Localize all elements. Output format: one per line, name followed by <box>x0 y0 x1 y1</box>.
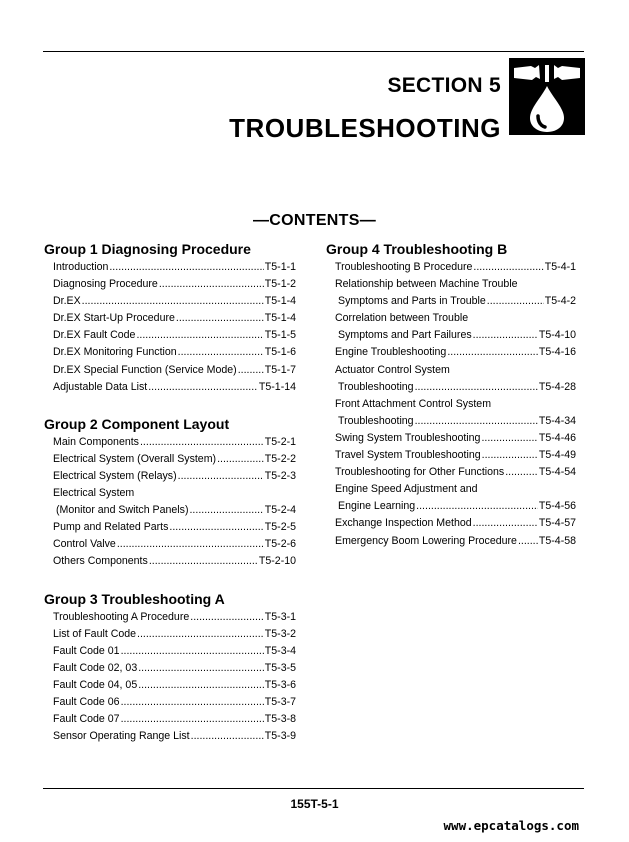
toc-entry-page: T5-1-4 <box>264 312 296 325</box>
dot-leader <box>178 468 264 485</box>
toc-entry[interactable] <box>335 413 576 430</box>
toc-group-4 <box>326 239 576 550</box>
toc-entry-label: Adjustable Data List <box>53 380 148 393</box>
dot-leader <box>138 660 264 677</box>
dot-leader <box>473 259 543 276</box>
toc-entry-label: Dr.EX Fault Code <box>53 329 136 342</box>
dot-leader <box>238 362 264 379</box>
toc-entry[interactable] <box>53 344 296 361</box>
toc-entry-label: Engine Learning <box>338 500 416 513</box>
toc-group-2 <box>44 414 296 571</box>
toc-entry[interactable] <box>335 464 576 481</box>
toc-entry-page: T5-3-2 <box>264 627 296 640</box>
dot-leader <box>169 519 263 536</box>
toc-entry[interactable] <box>53 694 296 711</box>
toc-entry-page: T5-4-34 <box>538 414 576 427</box>
dot-leader <box>121 711 264 728</box>
toc-entry-page: T5-1-14 <box>258 380 296 393</box>
toc-entry-page: T5-4-28 <box>538 380 576 393</box>
dot-leader <box>190 609 264 626</box>
toc-entry-label: Electrical System (Relays) <box>53 469 177 482</box>
toc-entry-label: Engine Troubleshooting <box>335 346 447 359</box>
toc-entry-page: T5-4-58 <box>538 534 576 547</box>
dot-leader <box>473 515 538 532</box>
group-title: Group 2 Component Layout <box>44 415 230 432</box>
toc-entry-first-line[interactable]: Electrical System <box>53 487 135 500</box>
toc-entry[interactable] <box>335 447 576 464</box>
toc-entry[interactable] <box>53 451 296 468</box>
dot-leader <box>82 293 264 310</box>
dot-leader <box>189 502 263 519</box>
toc-entry-page: T5-3-4 <box>264 644 296 657</box>
dot-leader <box>473 327 538 344</box>
toc-entry[interactable] <box>53 327 296 344</box>
toc-entry-label: Fault Code 06 <box>53 695 120 708</box>
toc-entry-label: Symptoms and Parts in Trouble <box>338 295 486 308</box>
toc-entry-page: T5-1-4 <box>264 295 296 308</box>
toc-entry[interactable] <box>335 515 576 532</box>
toc-entry[interactable] <box>53 519 296 536</box>
dot-leader <box>518 533 538 550</box>
toc-entry[interactable] <box>53 553 296 570</box>
toc-entry-label: Control Valve <box>53 538 116 551</box>
dot-leader <box>447 344 538 361</box>
toc-entry-page: T5-1-6 <box>264 346 296 359</box>
toc-entry-page: T5-4-16 <box>538 346 576 359</box>
dot-leader <box>191 728 264 745</box>
toc-entry-page: T5-1-7 <box>264 363 296 376</box>
toc-entry-page: T5-1-1 <box>264 261 296 273</box>
toc-entry[interactable] <box>53 434 296 451</box>
toc-entry-label: Dr.EX <box>53 295 81 308</box>
toc-entry-label: Introduction <box>53 261 109 273</box>
toc-entry-first-line[interactable]: Correlation between Trouble <box>335 312 469 325</box>
toc-entry-label: (Monitor and Switch Panels) <box>56 504 189 517</box>
toc-entry-label: Electrical System (Overall System) <box>53 452 217 465</box>
dot-leader <box>416 498 538 515</box>
toc-entry-label: Main Components <box>53 435 139 448</box>
toc-entry-page: T5-4-49 <box>538 449 576 462</box>
toc-entry-label: Fault Code 01 <box>53 644 120 657</box>
toc-entry-label: Exchange Inspection Method <box>335 517 472 530</box>
toc-left-column <box>44 239 296 763</box>
toc-entry-label: Dr.EX Monitoring Function <box>53 346 177 359</box>
toc-entry[interactable] <box>53 259 296 276</box>
toc-entry-page: T5-3-9 <box>264 730 296 743</box>
toc-entry[interactable] <box>53 310 296 327</box>
dot-leader <box>149 553 258 570</box>
dot-leader <box>137 626 264 643</box>
section-title: TROUBLESHOOTING <box>229 113 501 143</box>
toc-entry-page: T5-4-56 <box>538 500 576 513</box>
toc-entry-label: Dr.EX Start-Up Procedure <box>53 312 175 325</box>
toc-entry-label: Symptoms and Part Failures <box>338 329 472 342</box>
toc-entry[interactable] <box>53 677 296 694</box>
toc-entry[interactable] <box>335 533 576 550</box>
toc-entry-page: T5-2-10 <box>258 555 296 568</box>
toc-entry-page: T5-4-46 <box>538 431 576 444</box>
toc-entry-page: T5-1-5 <box>264 329 296 342</box>
dot-leader <box>138 677 264 694</box>
toc-entry[interactable] <box>335 259 576 276</box>
toc-entry-page: T5-4-2 <box>544 295 576 308</box>
dot-leader <box>140 434 264 451</box>
contents-heading: —CONTENTS— <box>253 212 376 229</box>
toc-entry-first-line[interactable]: Front Attachment Control System <box>335 397 492 410</box>
toc-entry-label: Dr.EX Special Function (Service Mode) <box>53 363 237 376</box>
toc-right-column <box>326 239 576 568</box>
toc-entry[interactable] <box>335 327 576 344</box>
dot-leader <box>487 293 544 310</box>
dot-leader <box>136 327 263 344</box>
dot-leader <box>217 451 264 468</box>
toc-entry-page: T5-3-8 <box>264 713 296 726</box>
toc-entry-page: T5-2-6 <box>264 538 296 551</box>
toc-entry-first-line[interactable]: Engine Speed Adjustment and <box>335 483 478 496</box>
toc-entry[interactable] <box>335 344 576 361</box>
toc-entry-label: Pump and Related Parts <box>53 521 169 534</box>
toc-entry-label: Fault Code 02, 03 <box>53 661 138 674</box>
toc-entry-page: T5-3-7 <box>264 695 296 708</box>
toc-entry[interactable] <box>53 379 296 396</box>
toc-entry-page: T5-4-57 <box>538 517 576 530</box>
toc-entry-page: T5-4-1 <box>544 261 576 273</box>
dot-leader <box>117 536 264 553</box>
toc-entry[interactable] <box>53 362 296 379</box>
toc-entry-label: List of Fault Code <box>53 627 137 640</box>
oil-drop-leak-icon <box>509 58 585 135</box>
toc-entry[interactable] <box>53 711 296 728</box>
toc-entry[interactable] <box>53 728 296 745</box>
toc-entry[interactable] <box>335 379 576 396</box>
dot-leader <box>121 643 264 660</box>
toc-entry-label: Diagnosing Procedure <box>53 278 158 291</box>
dot-leader <box>505 464 538 481</box>
toc-entry[interactable] <box>53 626 296 643</box>
toc-entry-label: Fault Code 04, 05 <box>53 678 138 691</box>
toc-entry-label: Troubleshooting for Other Functions <box>335 466 505 479</box>
toc-entry[interactable] <box>53 643 296 660</box>
toc-entry-page: T5-3-5 <box>264 661 296 674</box>
dot-leader <box>178 344 264 361</box>
toc-entry-page: T5-3-6 <box>264 678 296 691</box>
toc-entry[interactable] <box>335 430 576 447</box>
toc-entry-label: Troubleshooting B Procedure <box>335 261 473 273</box>
toc-entry-page: T5-4-10 <box>538 329 576 342</box>
dot-leader <box>481 430 537 447</box>
toc-entry-label: Fault Code 07 <box>53 713 120 726</box>
dot-leader <box>415 413 538 430</box>
dot-leader <box>482 447 538 464</box>
dot-leader <box>176 310 264 327</box>
toc-entry-label: Emergency Boom Lowering Procedure <box>335 534 517 547</box>
toc-entry-label: Troubleshooting <box>338 380 414 393</box>
toc-entry-label: Sensor Operating Range List <box>53 730 190 743</box>
dot-leader <box>109 259 263 276</box>
toc-entry[interactable] <box>53 609 296 626</box>
toc-entry-first-line[interactable]: Actuator Control System <box>335 363 450 376</box>
dot-leader <box>148 379 258 396</box>
bottom-rule <box>43 788 584 789</box>
toc-entry-page: T5-1-2 <box>264 278 296 291</box>
toc-entry[interactable] <box>53 468 296 485</box>
group-title: Group 4 Troubleshooting B <box>326 241 508 257</box>
page-number: 155T-5-1 <box>290 797 339 811</box>
toc-entry[interactable] <box>53 276 296 293</box>
toc-entry[interactable] <box>335 293 576 310</box>
toc-entry-page: T5-2-5 <box>264 521 296 534</box>
toc-entry-page: T5-3-1 <box>264 610 296 623</box>
toc-entry-first-line[interactable]: Relationship between Machine Trouble <box>335 278 518 291</box>
dot-leader <box>121 694 264 711</box>
dot-leader <box>159 276 264 293</box>
toc-entry[interactable] <box>335 498 576 515</box>
toc-entry-label: Troubleshooting <box>338 414 414 427</box>
toc-entry[interactable] <box>53 502 296 519</box>
section-label: SECTION 5 <box>387 74 501 97</box>
toc-entry[interactable] <box>53 293 296 310</box>
toc-entry[interactable] <box>53 536 296 553</box>
toc-entry-page: T5-4-54 <box>538 466 576 479</box>
toc-entry-label: Swing System Troubleshooting <box>335 431 481 444</box>
toc-entry-label: Travel System Troubleshooting <box>335 449 481 462</box>
dot-leader <box>415 379 538 396</box>
toc-entry-page: T5-2-1 <box>264 435 296 448</box>
toc-entry-page: T5-2-3 <box>264 469 296 482</box>
group-title: Group 3 Troubleshooting A <box>44 590 225 607</box>
top-rule <box>43 51 584 52</box>
website-watermark: www.epcatalogs.com <box>443 818 579 833</box>
toc-entry-label: Troubleshooting A Procedure <box>53 610 190 623</box>
toc-entry-page: T5-2-4 <box>264 504 296 517</box>
toc-entry[interactable] <box>53 660 296 677</box>
toc-group-3 <box>44 589 296 746</box>
toc-group-1 <box>44 239 296 396</box>
toc-entry-page: T5-2-2 <box>264 452 296 465</box>
toc-entry-label: Others Components <box>53 555 148 568</box>
group-title: Group 1 Diagnosing Procedure <box>44 241 251 257</box>
